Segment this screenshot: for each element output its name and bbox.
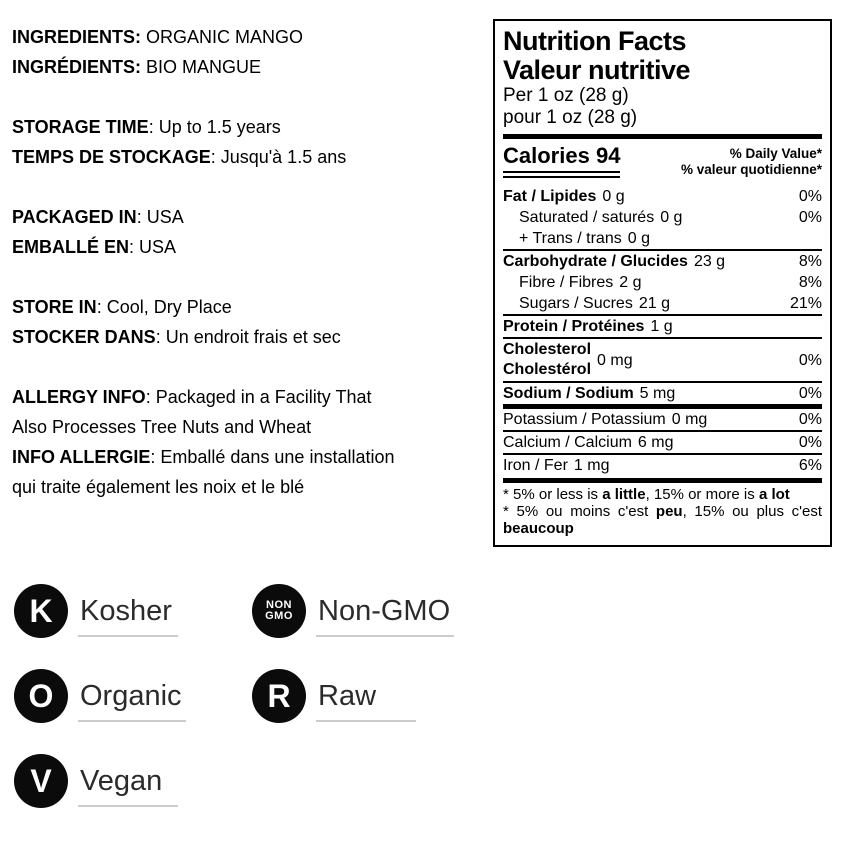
- info-line: [12, 202, 482, 232]
- footnote-segment: peu: [655, 503, 683, 520]
- info-line-text: qui traite également les noix et le blé: [12, 477, 305, 497]
- info-line-text: : Cool, Dry Place: [96, 297, 232, 317]
- kosher-icon: K: [14, 584, 68, 638]
- raw-icon: R: [252, 669, 306, 723]
- info-line-label: INFO ALLERGIE: [12, 447, 151, 467]
- footnote: [503, 478, 822, 537]
- info-line-label: PACKAGED IN: [12, 207, 137, 227]
- nutrient-row: [503, 453, 822, 476]
- footnote-segment: * 5% or less is: [503, 486, 603, 503]
- nutrient-amount: 0 mg: [597, 351, 633, 369]
- info-line-label: TEMPS DE STOCKAGE: [12, 147, 211, 167]
- nutrient-daily-value: 6%: [798, 457, 822, 474]
- nutrient-row: [503, 404, 822, 430]
- footnote-segment: a little: [602, 486, 646, 503]
- calories-label: Calories: [503, 143, 590, 168]
- nutrient-amount: 23 g: [693, 253, 726, 270]
- nutrient-daily-value: 0%: [798, 351, 822, 369]
- serving-size-en: Per 1 oz (28 g): [503, 85, 629, 106]
- calories-row: [503, 141, 822, 186]
- info-line-label: INGREDIENTS:: [12, 27, 142, 47]
- info-line-text: : USA: [129, 237, 177, 257]
- nutrient-amount: 1 mg: [573, 457, 610, 474]
- nutrient-row: [503, 314, 822, 337]
- nutrient-daily-value: 8%: [798, 253, 822, 270]
- certification-badges: [14, 584, 454, 808]
- non-gmo-icon: NON GMO: [252, 584, 306, 638]
- calories-value: [503, 144, 620, 173]
- nutrient-amount: 5 mg: [639, 385, 676, 402]
- info-line: [12, 412, 482, 442]
- nutrient-row: [503, 272, 822, 293]
- nutrient-row: [503, 249, 822, 272]
- info-line: [12, 322, 482, 352]
- nutrient-name: Protein / Protéines: [503, 318, 645, 335]
- nutrient-name: Saturated / saturés: [519, 209, 655, 226]
- nutrient-row: [503, 228, 822, 249]
- nutrient-name: Fat / Lipides: [503, 188, 597, 205]
- nutrient-daily-value: 21%: [789, 295, 822, 312]
- nutrient-daily-value: 8%: [798, 274, 822, 291]
- badge-label: Non-GMO: [316, 595, 454, 637]
- nutrient-daily-value: 0%: [798, 434, 822, 451]
- info-line: [12, 382, 482, 412]
- daily-value-fr: % valeur quotidienne*: [680, 162, 822, 177]
- nutrition-facts-title-fr: Valeur nutritive: [503, 55, 691, 85]
- info-line-text: : Un endroit frais et sec: [155, 327, 341, 347]
- nutrient-rows: [503, 186, 822, 476]
- nutrient-row: [503, 207, 822, 228]
- badge-label: Organic: [78, 680, 186, 722]
- info-line: [12, 142, 482, 172]
- nutrient-daily-value: 0%: [798, 209, 822, 226]
- nutrient-amount: 0 g: [602, 188, 625, 205]
- nutrient-name: + Trans / trans: [519, 230, 622, 247]
- nutrient-row: [503, 293, 822, 314]
- nutrient-row: [503, 430, 822, 453]
- nutrient-daily-value: 0%: [798, 385, 822, 402]
- nutrient-name: Fibre / Fibres: [519, 274, 614, 291]
- info-line-label: INGRÉDIENTS:: [12, 57, 142, 77]
- daily-value-en: % Daily Value*: [729, 146, 822, 161]
- thick-rule: [503, 134, 822, 139]
- footnote-segment: a lot: [758, 486, 790, 503]
- nutrient-daily-value: 0%: [798, 188, 822, 205]
- info-line-text: Also Processes Tree Nuts and Wheat: [12, 417, 312, 437]
- organic-icon: O: [14, 669, 68, 723]
- nutrient-amount: 6 mg: [637, 434, 674, 451]
- nutrient-amount: 21 g: [638, 295, 670, 312]
- info-line-text: : Jusqu'à 1.5 ans: [210, 147, 347, 167]
- footnote-en: [503, 486, 822, 503]
- nutrient-name: Cholesterol Cholestérol: [503, 341, 592, 378]
- serving-size-fr: pour 1 oz (28 g): [503, 107, 638, 128]
- badge-label: Vegan: [78, 765, 178, 807]
- info-line-text: : USA: [136, 207, 184, 227]
- info-line-text: BIO MANGUE: [141, 57, 262, 77]
- info-line-label: STORE IN: [12, 297, 97, 317]
- info-line-text: ORGANIC MANGO: [141, 27, 304, 47]
- info-line: [12, 112, 482, 142]
- info-line: [12, 472, 482, 502]
- nutrient-row: [503, 337, 822, 381]
- nutrient-daily-value: 0%: [798, 411, 822, 428]
- info-line-text: : Emballé dans une installation: [150, 447, 395, 467]
- nutrient-name: Potassium / Potassium: [503, 411, 666, 428]
- info-line-label: ALLERGY INFO: [12, 387, 146, 407]
- vegan-icon: V: [14, 754, 68, 808]
- footnote-segment: , 15% or more is: [645, 486, 759, 503]
- daily-value-header: [681, 144, 822, 178]
- badge-label: Kosher: [78, 595, 178, 637]
- footnote-fr: [503, 503, 822, 537]
- info-line: [12, 232, 482, 262]
- footnote-segment: beaucoup: [503, 520, 574, 537]
- badge-organic: [14, 669, 252, 723]
- nutrient-name: Sugars / Sucres: [519, 295, 633, 312]
- badge-label: Raw: [316, 680, 416, 722]
- nutrient-amount: 2 g: [619, 274, 642, 291]
- info-line: [12, 292, 482, 322]
- nutrient-name: Iron / Fer: [503, 457, 568, 474]
- info-line-text: : Up to 1.5 years: [148, 117, 281, 137]
- calories-number: 94: [595, 143, 621, 168]
- nutrient-amount: 0 g: [627, 230, 650, 247]
- nutrient-amount: 1 g: [650, 318, 673, 335]
- nutrition-facts-title-en: Nutrition Facts: [503, 26, 687, 56]
- info-line: [12, 22, 482, 52]
- footnote-segment: * 5% ou moins c'est: [503, 503, 656, 520]
- info-line: [12, 442, 482, 472]
- footnote-segment: , 15% ou plus c'est: [682, 503, 822, 520]
- info-line-text: : Packaged in a Facility That: [145, 387, 372, 407]
- info-line-label: STORAGE TIME: [12, 117, 149, 137]
- product-info-block: [12, 22, 482, 502]
- badge-vegan: [14, 754, 252, 808]
- info-line-label: EMBALLÉ EN: [12, 237, 129, 257]
- info-line: [12, 52, 482, 82]
- badge-non-gmo: [252, 584, 454, 638]
- nutrition-facts-panel: [493, 19, 832, 547]
- nutrient-amount: 0 g: [660, 209, 683, 226]
- nutrient-name: Calcium / Calcium: [503, 434, 632, 451]
- badge-kosher: [14, 584, 252, 638]
- info-line-label: STOCKER DANS: [12, 327, 156, 347]
- nutrient-name: Carbohydrate / Glucides: [503, 253, 688, 270]
- badge-raw: [252, 669, 454, 723]
- nutrient-name: Sodium / Sodium: [503, 385, 634, 402]
- nutrient-amount: 0 mg: [671, 411, 708, 428]
- nutrient-row: [503, 186, 822, 207]
- nutrient-row: [503, 381, 822, 404]
